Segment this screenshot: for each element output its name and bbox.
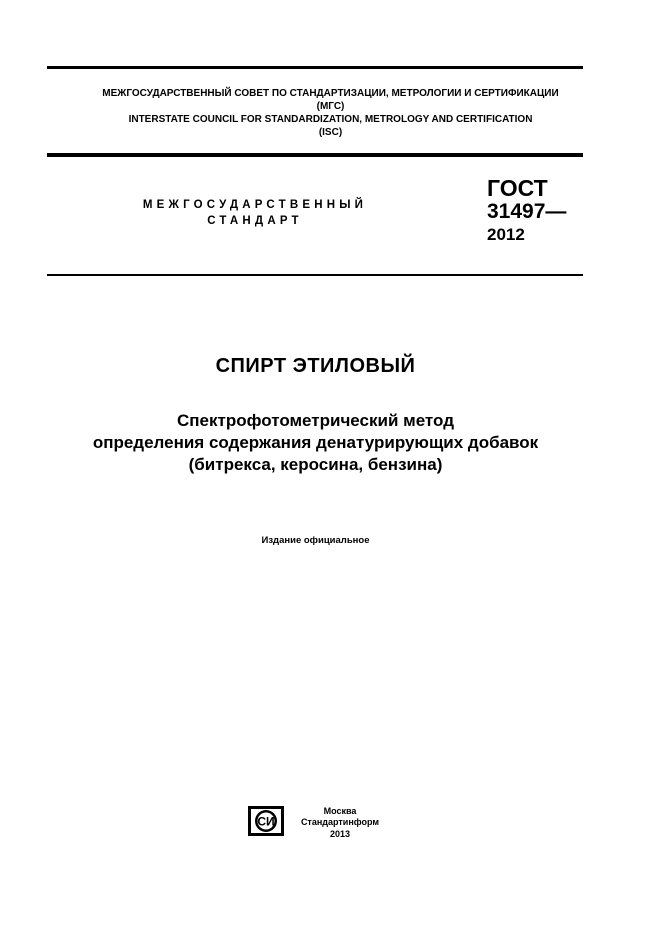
- council-name-ru: МЕЖГОСУДАРСТВЕННЫЙ СОВЕТ ПО СТАНДАРТИЗАЦИИ, МЕТРОЛОГИИ И СЕРТИФИКАЦИИ: [102, 88, 559, 99]
- subtitle-line2: определения содержания денатурирующих добавок: [92, 433, 539, 452]
- designation-rule: [47, 274, 583, 276]
- standard-kind-line1: МЕЖГОСУДАРСТВЕННЫЙ: [142, 199, 368, 211]
- subtitle-line1: Спектрофотометрический метод: [177, 411, 454, 430]
- subtitle-line3: (битрекса, керосина, бензина): [188, 455, 443, 474]
- publisher-name: Стандартинформ: [300, 817, 380, 827]
- council-name-en: INTERSTATE COUNCIL FOR STANDARDIZATION, METROLOGY AND CERTIFICATION: [128, 114, 533, 125]
- gost-label: ГОСТ: [487, 175, 548, 201]
- council-abbr-en: (ISC): [318, 127, 343, 138]
- top-rule: [47, 66, 583, 69]
- edition-label: Издание официальное: [261, 535, 370, 546]
- logo-lettering: СИ: [257, 814, 275, 829]
- header-rule: [47, 153, 583, 157]
- publisher-year: 2013: [329, 829, 351, 839]
- standard-kind-line2: СТАНДАРТ: [207, 215, 303, 227]
- council-abbr-ru: (МГС): [316, 101, 345, 112]
- publisher-logo: [248, 806, 284, 836]
- gost-number: 31497—: [487, 200, 567, 223]
- document-title: СПИРТ ЭТИЛОВЫЙ: [215, 355, 416, 377]
- standartinform-logo-icon: [248, 806, 284, 836]
- gost-year: 2012: [487, 225, 525, 244]
- publisher-city: Москва: [323, 806, 357, 816]
